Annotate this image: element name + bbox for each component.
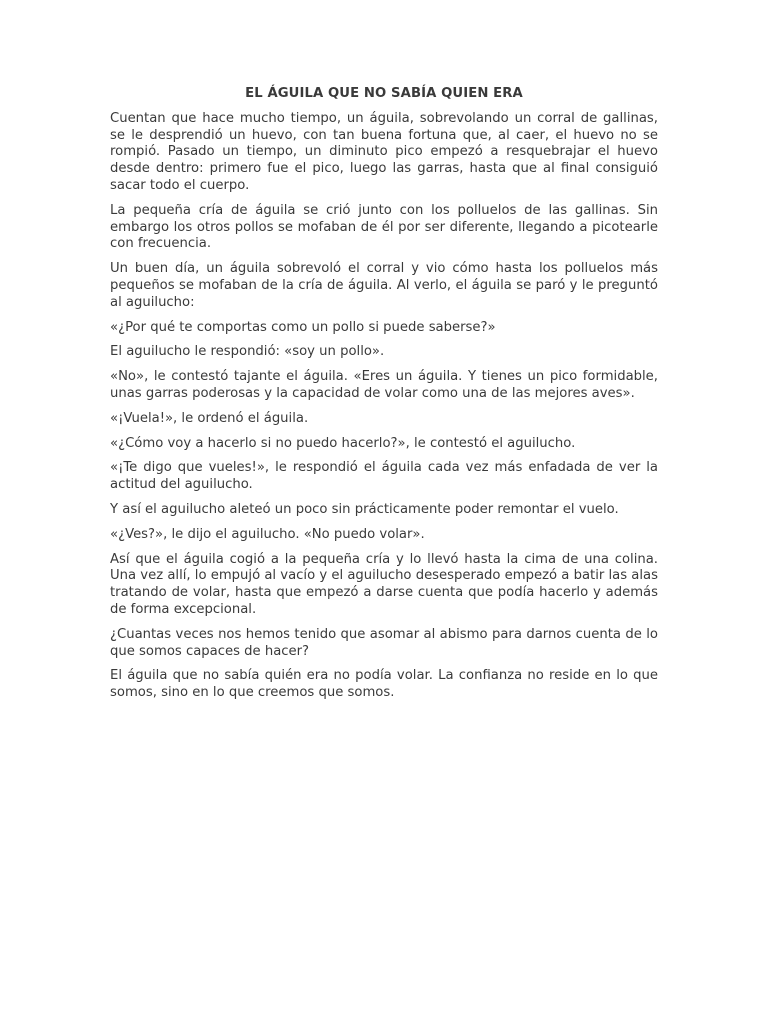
paragraph-14: El águila que no sabía quién era no podía volar. La confianza no reside en lo que somos, sino en lo que creemos que somos.: [110, 668, 658, 701]
paragraph-13: ¿Cuantas veces nos hemos tenido que asomar al abismo para darnos cuenta de lo que somos capaces de hacer?: [110, 626, 658, 659]
document-page: [110, 86, 658, 710]
paragraph-5: El aguilucho le respondió: «soy un pollo».: [110, 344, 385, 360]
paragraph-7: «¡Vuela!», le ordenó el águila.: [110, 410, 309, 426]
paragraph-6: «No», le contestó tajante el águila. «Eres un águila. Y tienes un pico formidable, unas garras poderosas y la capacidad de volar como una de las mejores aves».: [110, 369, 658, 401]
paragraph-2: La pequeña cría de águila se crió junto con los polluelos de las gallinas. Sin embargo los otros pollos se mofaban de él por ser diferente, llegando a picotearle con frecuencia.: [110, 202, 658, 252]
paragraph-10: Y así el aguilucho aleteó un poco sin prácticamente poder remontar el vuelo.: [110, 501, 619, 517]
paragraph-1: Cuentan que hace mucho tiempo, un águila, sobrevolando un corral de gallinas, se le desprendió un huevo, con tan buena fortuna que, al caer, el huevo no se rompió. Pasado un tiempo, un diminuto pico empezó a resquebrajar el huevo desde dentro: primero fue el pico, luego las garras, hasta que al final consiguió sacar todo el cuerpo.: [110, 110, 658, 193]
document-title: EL ÁGUILA QUE NO SABÍA QUIEN ERA: [245, 86, 523, 101]
paragraph-3: Un buen día, un águila sobrevoló el corral y vio cómo hasta los polluelos más pequeños se mofaban de la cría de águila. Al verlo, el águila se paró y le preguntó al aguilucho:: [110, 261, 658, 310]
paragraph-12: Así que el águila cogió a la pequeña cría y lo llevó hasta la cima de una colina. Una vez allí, lo empujó al vacío y el aguilucho desesperado empezó a batir las alas tratando de volar, hasta que empezó a darse cuenta que podía hacerlo y además de forma excepcional.: [110, 551, 658, 617]
paragraph-8: «¿Cómo voy a hacerlo si no puedo hacerlo?», le contestó el aguilucho.: [110, 435, 576, 451]
paragraph-9: «¡Te digo que vueles!», le respondió el águila cada vez más enfadada de ver la actitud del aguilucho.: [110, 460, 658, 493]
paragraph-11: «¿Ves?», le dijo el aguilucho. «No puedo volar».: [110, 526, 425, 542]
paragraph-4: «¿Por qué te comportas como un pollo si puede saberse?»: [110, 319, 496, 335]
